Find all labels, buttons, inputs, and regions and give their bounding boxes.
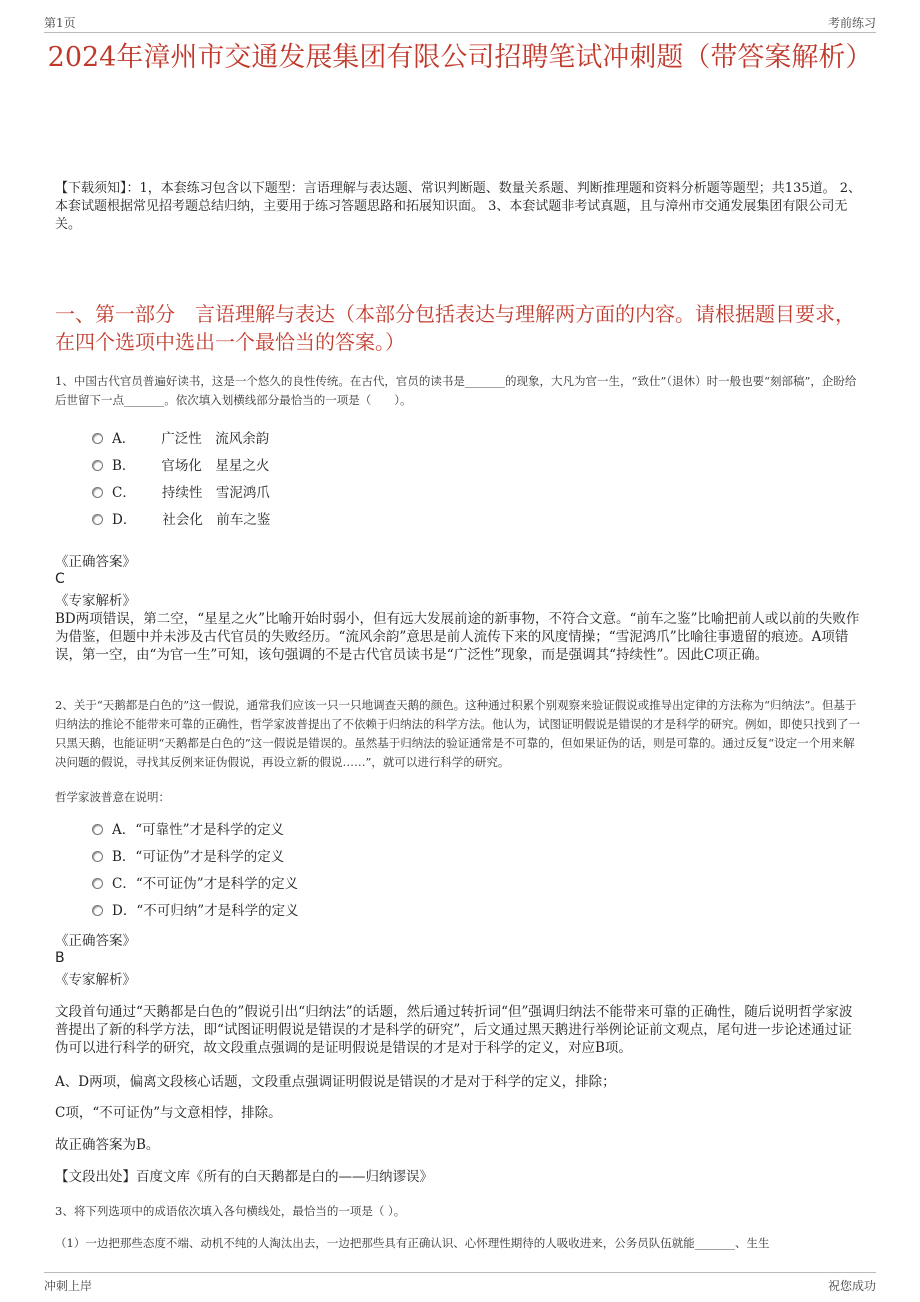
analysis-label: 《专家解析》 — [55, 593, 136, 609]
question-1-options — [92, 426, 270, 534]
source-note: 【文段出处】百度文库《所有的白天鹅都是白的——归纳谬误》 — [55, 1169, 433, 1185]
answer-value: C — [55, 571, 65, 587]
option-b[interactable]: B．“可证伪”才是科学的定义 — [92, 844, 299, 871]
header-tag: 考前练习 — [827, 16, 876, 30]
answer-label: 《正确答案》 — [55, 554, 136, 570]
question-2-stem: 2、关于“天鹅都是白色的”这一假说，通常我们应该一只一只地调查天鹅的颜色。这种通过积累个别观察来验证假说或推导出定律的方法称为“归纳法”。但基于归纳法的推论不能带来可靠的正确性，哲学家波普提出了不依赖于归纳法的科学方法。他认为，试图证明假说是错误的才是科学的研究。例如，即使只找到了一只黑天鹅，也能证明“天鹅都是白色的”这一假说是错误的。虽然基于归纳法的验证通常是不可靠的，但如果证伪的话，则是可靠的。通过反复“设定一个用来解决问题的假说，寻找其反例来证伪假说，再设立新的假说……”，就可以进行科学的研究。 — [55, 698, 860, 769]
analysis-label: 《专家解析》 — [55, 972, 136, 988]
page-title: 2024年漳州市交通发展集团有限公司招聘笔试冲刺题（带答案解析） — [47, 42, 873, 73]
footer-right-text: 祝您成功 — [827, 1279, 876, 1293]
radio-icon[interactable] — [92, 851, 103, 862]
radio-icon[interactable] — [92, 487, 103, 498]
analysis-paragraph-2: A、D两项，偏离文段核心话题，文段重点强调证明假说是错误的才是对于科学的定义，排除； — [55, 1074, 616, 1090]
option-d[interactable]: D． 社会化 前车之鉴 — [92, 507, 270, 534]
footer-left-text: 冲刺上岸 — [44, 1279, 93, 1293]
option-a[interactable]: A． 广泛性 流风余韵 — [92, 426, 270, 453]
radio-icon[interactable] — [92, 514, 103, 525]
option-d[interactable]: D．“不可归纳”才是科学的定义 — [92, 898, 299, 925]
analysis-text: BD两项错误，第二空，“星星之火”比喻开始时弱小，但有远大发展前途的新事物，不符合文意。“前车之鉴”比喻把前人或以前的失败作为借鉴，但题中并未涉及古代官员的失败经历。“流风余韵”意思是前人流传下来的风度情操；“雪泥鸿爪”比喻往事遗留的痕迹。A项错误，第一空，由“为官一生”可知，该句强调的不是古代官员读书是“广泛性”现象，而是强调其“持续性”。因此C项正确。 — [55, 611, 860, 663]
radio-icon[interactable] — [92, 878, 103, 889]
page-number: 第1页 — [44, 16, 76, 30]
option-a[interactable]: A．“可靠性”才是科学的定义 — [92, 817, 299, 844]
radio-icon[interactable] — [92, 824, 103, 835]
question-3-line-1: （1）一边把那些态度不端、动机不纯的人淘汰出去，一边把那些具有正确认识、心怀理性期待的人吸收进来，公务员队伍就能_______、生生 — [55, 1236, 770, 1250]
analysis-paragraph-4: 故正确答案为B。 — [55, 1137, 160, 1153]
analysis-text: 文段首句通过“天鹅都是白色的”假说引出“归纳法”的话题，然后通过转折词“但”强调归纳法不能带来可靠的正确性，随后说明哲学家波普提出了新的科学方法，即“试图证明假说是错误的才是科学的研究”，后文通过黑天鹅进行举例论证前文观点，尾句进一步论述通过证伪可以进行科学的研究，故文段重点强调的是证明假说是错误的才是对于科学的定义，对应B项。 — [55, 1004, 853, 1056]
page-footer — [44, 1272, 876, 1295]
answer-label: 《正确答案》 — [55, 933, 136, 949]
option-c[interactable]: C． 持续性 雪泥鸿爪 — [92, 480, 270, 507]
download-notice: 【下载须知】：1，本套练习包含以下题型：言语理解与表达题、常识判断题、数量关系题、判断推理题和资料分析题等题型；共135道。 2、本套试题根据常见招考题总结归纳，主要用于练习答题思路和拓展知识面。 3、本套试题非考试真题，且与漳州市交通发展集团有限公司无关。 — [55, 181, 861, 232]
question-3-stem: 3、将下列选项中的成语依次填入各句横线处，最恰当的一项是（ ）。 — [55, 1204, 406, 1218]
radio-icon[interactable] — [92, 433, 103, 444]
question-2-options — [92, 817, 299, 925]
analysis-paragraph-3: C项，“不可证伪”与文意相悖，排除。 — [55, 1105, 282, 1121]
option-b[interactable]: B． 官场化 星星之火 — [92, 453, 270, 480]
section-heading: 一、第一部分 言语理解与表达（本部分包括表达与理解两方面的内容。请根据题目要求，在四个选项中选出一个最恰当的答案。） — [55, 302, 855, 354]
page-header — [44, 12, 876, 33]
answer-value: B — [55, 950, 65, 966]
question-2-prompt: 哲学家波普意在说明： — [55, 790, 170, 804]
radio-icon[interactable] — [92, 460, 103, 471]
radio-icon[interactable] — [92, 905, 103, 916]
option-c[interactable]: C．“不可证伪”才是科学的定义 — [92, 871, 299, 898]
question-1-stem: 1、中国古代官员普遍好读书，这是一个悠久的良性传统。在古代，官员的读书是_______的现象，大凡为官一生，“致仕”（退休）时一般也要“刻部稿”，企盼给后世留下一点_______。依次填入划横线部分最恰当的一项是（ ）。 — [55, 374, 857, 407]
